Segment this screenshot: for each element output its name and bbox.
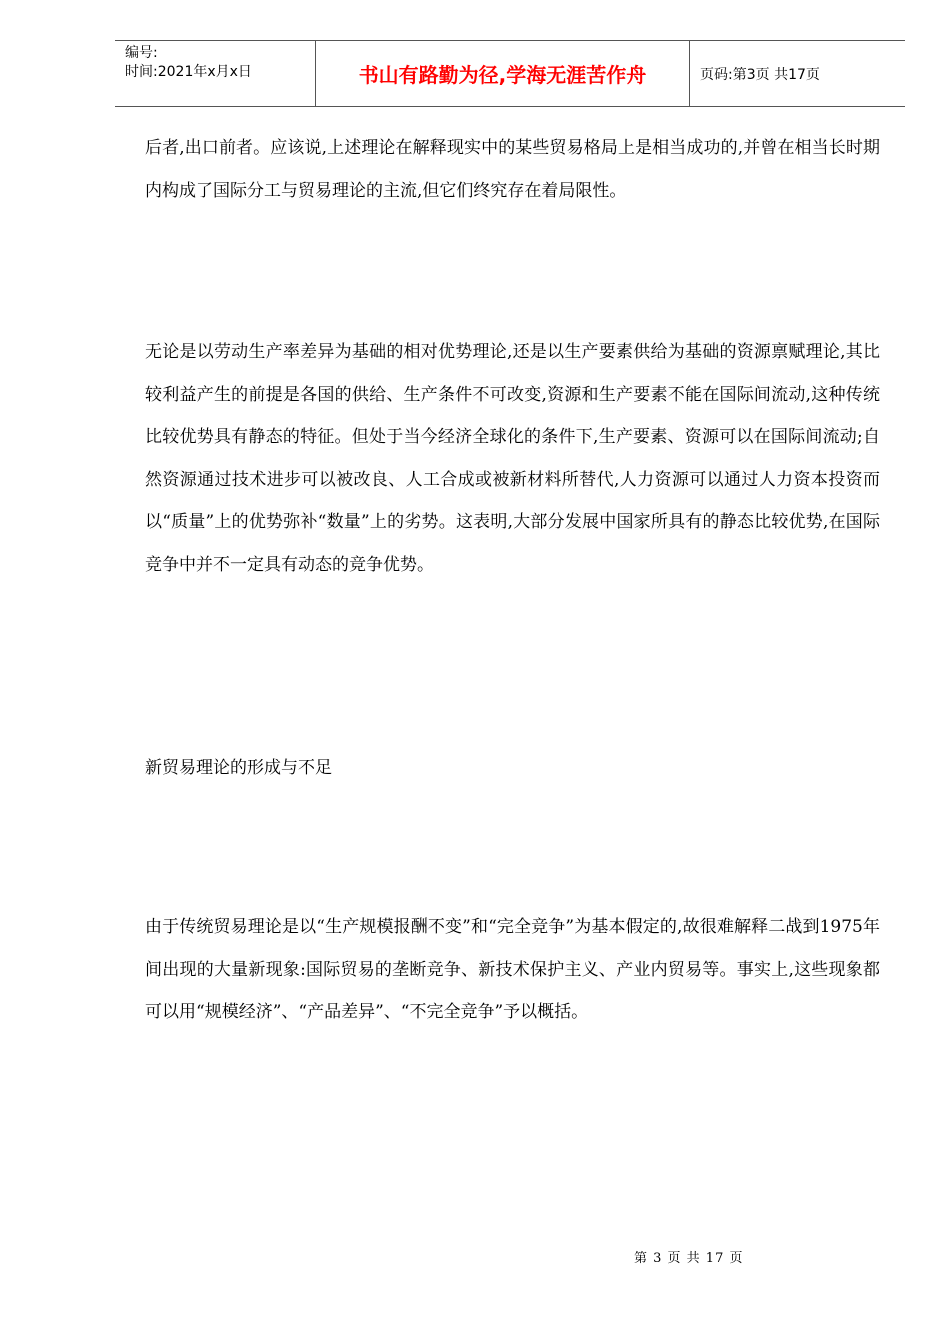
document-time-label: 时间:2021年x月x日	[125, 64, 252, 80]
header-meta-cell	[115, 41, 316, 106]
paragraph-1	[145, 127, 880, 212]
footer-page-number: 第 3 页 共 17 页	[634, 1251, 744, 1266]
document-header	[115, 40, 905, 107]
paragraph-text: 由于传统贸易理论是以“生产规模报酬不变”和“完全竞争”为基本假定的,故很难解释二战到1975年间出现的大量新现象:国际贸易的垄断竞争、新技术保护主义、产业内贸易等。事实上,这些现象都可以用“规模经济”、“产品差异”、“不完全竞争”予以概括。	[145, 917, 880, 1022]
header-motto-cell	[316, 41, 690, 106]
page-footer	[634, 1247, 743, 1266]
paragraph-2	[145, 331, 880, 586]
section-heading	[145, 747, 880, 790]
document-number-label: 编号:	[125, 45, 158, 61]
paragraph-text: 无论是以劳动生产率差异为基础的相对优势理论,还是以生产要素供给为基础的资源禀赋理论,其比较利益产生的前提是各国的供给、生产条件不可改变,资源和生产要素不能在国际间流动,这种传统比较优势具有静态的特征。但处于当今经济全球化的条件下,生产要素、资源可以在国际间流动;自然资源通过技术进步可以被改良、人工合成或被新材料所替代,人力资源可以通过人力资本投资而以“质量”上的优势弥补“数量”上的劣势。这表明,大部分发展中国家所具有的静态比较优势,在国际竞争中并不一定具有动态的竞争优势。	[145, 342, 880, 575]
paragraph-text: 后者,出口前者。应该说,上述理论在解释现实中的某些贸易格局上是相当成功的,并曾在相当长时期内构成了国际分工与贸易理论的主流,但它们终究存在着局限性。	[145, 138, 880, 201]
header-motto: 书山有路勤为径,学海无涯苦作舟	[358, 63, 647, 87]
header-page-cell	[690, 41, 905, 106]
paragraph-3	[145, 906, 880, 1034]
section-heading-text: 新贸易理论的形成与不足	[145, 758, 332, 778]
header-page-info: 页码:第3页 共17页	[700, 66, 820, 83]
